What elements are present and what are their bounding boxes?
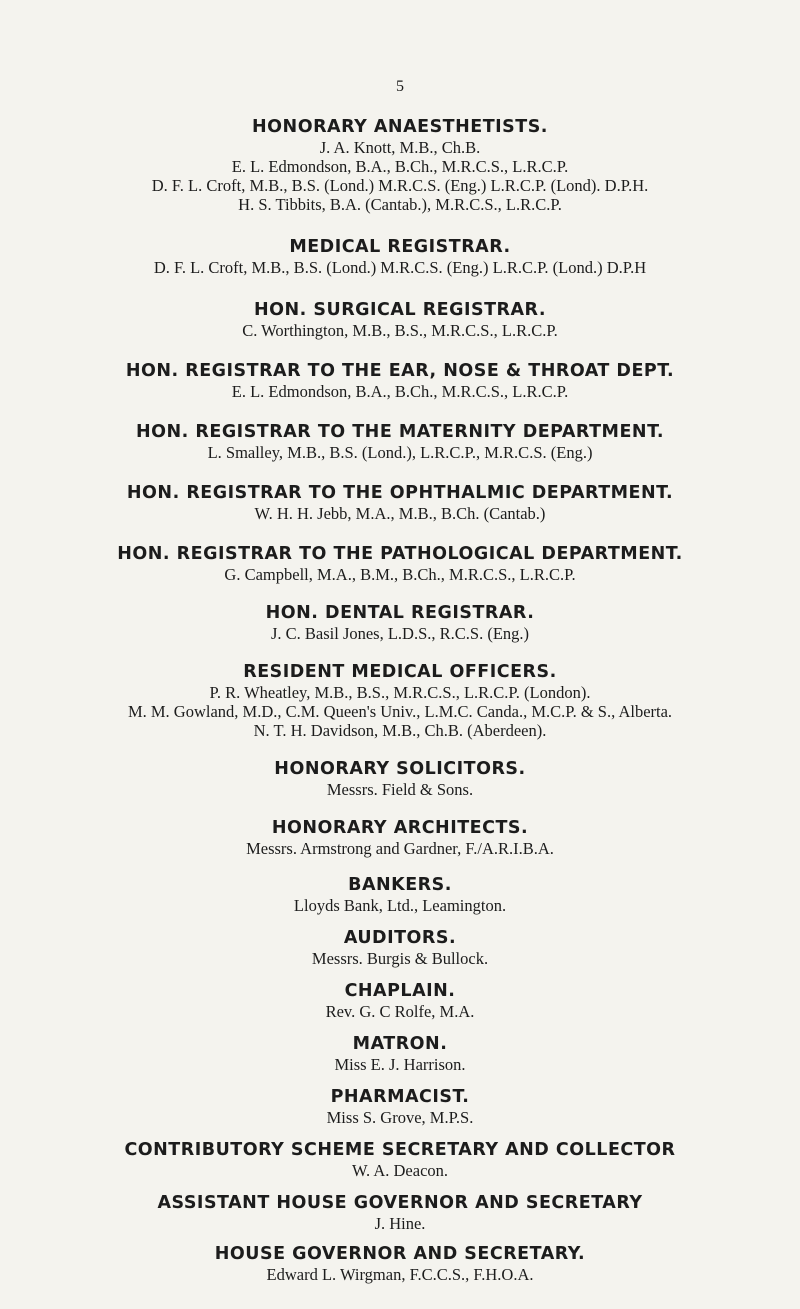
- section-heading: HONORARY ARCHITECTS.: [271, 818, 529, 838]
- section: [0, 874, 800, 915]
- section-heading: HOUSE GOVERNOR AND SECRETARY.: [214, 1244, 586, 1264]
- person-entry: G. Campbell, M.A., B.M., B.Ch., M.R.C.S., L.R.C.P.: [224, 565, 576, 584]
- staff-list: [0, 104, 800, 1284]
- section-heading: CONTRIBUTORY SCHEME SECRETARY AND COLLECTOR: [124, 1140, 676, 1160]
- person-entry: J. Hine.: [374, 1214, 426, 1233]
- person-entry: Messrs. Field & Sons.: [326, 780, 474, 799]
- section-heading: RESIDENT MEDICAL OFFICERS.: [243, 662, 557, 682]
- section: [0, 482, 800, 523]
- section: [0, 817, 800, 858]
- section-heading: MEDICAL REGISTRAR.: [289, 237, 511, 257]
- person-entry: L. Smalley, M.B., B.S. (Lond.), L.R.C.P., M.R.C.S. (Eng.): [207, 443, 593, 462]
- section: [0, 927, 800, 968]
- section-heading: ASSISTANT HOUSE GOVERNOR AND SECRETARY: [157, 1193, 643, 1213]
- section-heading: PHARMACIST.: [330, 1087, 470, 1107]
- section: [0, 1139, 800, 1180]
- page-number: 5: [396, 78, 404, 95]
- person-entry: E. L. Edmondson, B.A., B.Ch., M.R.C.S., L.R.C.P.: [231, 157, 569, 176]
- section-heading: HON. SURGICAL REGISTRAR.: [253, 300, 547, 320]
- section: [0, 980, 800, 1021]
- section-heading: HON. REGISTRAR TO THE PATHOLOGICAL DEPARTMENT.: [117, 544, 683, 564]
- section-heading: AUDITORS.: [343, 928, 457, 948]
- section: [0, 661, 800, 740]
- person-entry: J. C. Basil Jones, L.D.S., R.C.S. (Eng.): [270, 624, 530, 643]
- section: [0, 1192, 800, 1233]
- person-entry: Edward L. Wirgman, F.C.C.S., F.H.O.A.: [266, 1265, 534, 1284]
- person-entry: Rev. G. C Rolfe, M.A.: [325, 1002, 475, 1021]
- section: [0, 1086, 800, 1127]
- section: [0, 299, 800, 340]
- section: [0, 1243, 800, 1284]
- section-heading: HONORARY ANAESTHETISTS.: [252, 117, 548, 137]
- person-entry: J. A. Knott, M.B., Ch.B.: [319, 138, 481, 157]
- person-entry: Messrs. Armstrong and Gardner, F./A.R.I.B.A.: [246, 839, 554, 858]
- section: [0, 543, 800, 584]
- section: [0, 758, 800, 799]
- person-entry: W. A. Deacon.: [351, 1161, 449, 1180]
- person-entry: Messrs. Burgis & Bullock.: [311, 949, 489, 968]
- section: [0, 236, 800, 277]
- person-entry: Miss E. J. Harrison.: [334, 1055, 466, 1074]
- person-entry: Lloyds Bank, Ltd., Leamington.: [293, 896, 507, 915]
- person-entry: N. T. H. Davidson, M.B., Ch.B. (Aberdeen).: [253, 721, 547, 740]
- person-entry: D. F. L. Croft, M.B., B.S. (Lond.) M.R.C.S. (Eng.) L.R.C.P. (Lond). D.P.H.: [151, 176, 649, 195]
- section-heading: HON. REGISTRAR TO THE OPHTHALMIC DEPARTMENT.: [126, 483, 674, 503]
- section: [0, 421, 800, 462]
- section: [0, 602, 800, 643]
- person-entry: W. H. H. Jebb, M.A., M.B., B.Ch. (Cantab.): [254, 504, 546, 523]
- person-entry: Miss S. Grove, M.P.S.: [326, 1108, 474, 1127]
- section: [0, 360, 800, 401]
- section-heading: HON. DENTAL REGISTRAR.: [265, 603, 535, 623]
- section: [0, 116, 800, 214]
- person-entry: E. L. Edmondson, B.A., B.Ch., M.R.C.S., L.R.C.P.: [231, 382, 569, 401]
- section-heading: CHAPLAIN.: [344, 981, 456, 1001]
- person-entry: P. R. Wheatley, M.B., B.S., M.R.C.S., L.R.C.P. (London).: [209, 683, 591, 702]
- section-heading: MATRON.: [352, 1034, 448, 1054]
- section: [0, 1033, 800, 1074]
- section-heading: BANKERS.: [348, 875, 452, 895]
- section-heading: HONORARY SOLICITORS.: [274, 759, 526, 779]
- person-entry: C. Worthington, M.B., B.S., M.R.C.S., L.R.C.P.: [242, 321, 558, 340]
- person-entry: H. S. Tibbits, B.A. (Cantab.), M.R.C.S., L.R.C.P.: [238, 195, 562, 214]
- person-entry: D. F. L. Croft, M.B., B.S. (Lond.) M.R.C.S. (Eng.) L.R.C.P. (Lond.) D.P.H: [153, 258, 647, 277]
- section-heading: HON. REGISTRAR TO THE EAR, NOSE & THROAT DEPT.: [125, 361, 675, 381]
- person-entry: M. M. Gowland, M.D., C.M. Queen's Univ., L.M.C. Canda., M.C.P. & S., Alberta.: [127, 702, 673, 721]
- section-heading: HON. REGISTRAR TO THE MATERNITY DEPARTMENT.: [135, 422, 665, 442]
